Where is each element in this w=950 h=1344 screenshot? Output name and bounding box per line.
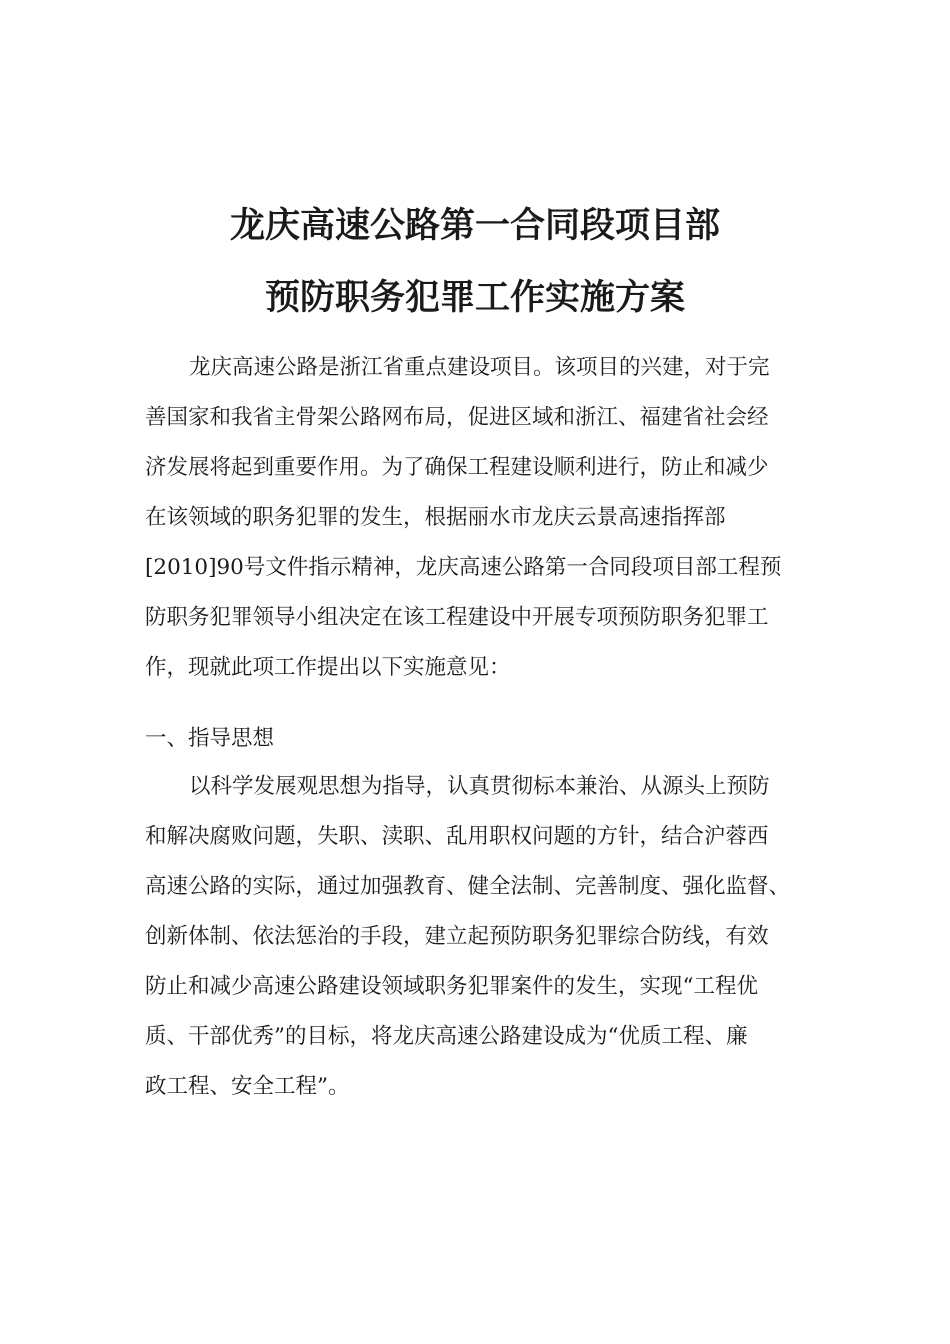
intro-line: 作，现就此项工作提出以下实施意见： bbox=[145, 655, 511, 680]
section-heading: 一、指导思想 bbox=[145, 726, 275, 751]
intro-line: 在该领域的职务犯罪的发生，根据丽水市龙庆云景高速指挥部 bbox=[145, 505, 726, 530]
intro-line: 防职务犯罪领导小组决定在该工程建设中开展专项预防职务犯罪工 bbox=[145, 605, 769, 630]
section-line: 政工程、安全工程”。 bbox=[145, 1074, 350, 1099]
intro-line: 善国家和我省主骨架公路网布局，促进区域和浙江、福建省社会经 bbox=[145, 405, 769, 430]
section-line: 和解决腐败问题，失职、渎职、乱用职权问题的方针，结合沪蓉西 bbox=[145, 824, 769, 849]
section-line: 高速公路的实际，通过加强教育、健全法制、完善制度、强化监督、 bbox=[145, 874, 791, 899]
section-line: 质、干部优秀”的目标，将龙庆高速公路建设成为“优质工程、廉 bbox=[145, 1024, 748, 1049]
intro-line: 济发展将起到重要作用。为了确保工程建设顺利进行，防止和减少 bbox=[145, 455, 769, 480]
document-title-line-1: 龙庆高速公路第一合同段项目部 bbox=[229, 206, 720, 246]
section-line: 以科学发展观思想为指导，认真贯彻标本兼治、从源头上预防 bbox=[189, 774, 770, 799]
section-line: 创新体制、依法惩治的手段，建立起预防职务犯罪综合防线，有效 bbox=[145, 924, 769, 949]
intro-line: 龙庆高速公路是浙江省重点建设项目。该项目的兴建，对于完 bbox=[189, 355, 770, 380]
document-title-line-2: 预防职务犯罪工作实施方案 bbox=[264, 278, 685, 318]
intro-line: [2010]90号文件指示精神，龙庆高速公路第一合同段项目部工程预 bbox=[145, 555, 782, 580]
section-line: 防止和减少高速公路建设领域职务犯罪案件的发生，实现“工程优 bbox=[145, 974, 758, 999]
